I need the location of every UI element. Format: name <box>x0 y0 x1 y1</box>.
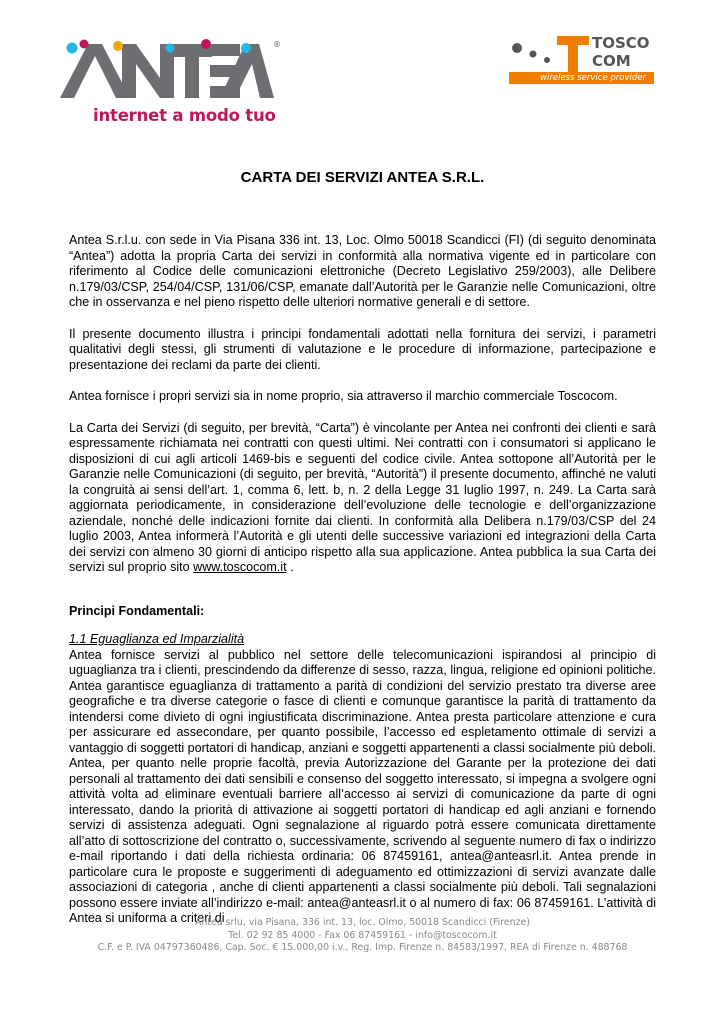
intro-paragraph: Antea S.r.l.u. con sede in Via Pisana 336 int. 13, Loc. Olmo 50018 Scandicci (FI) (di seguito denominata “Antea”) adotta la propria Carta dei servizi in conformità alla normativa vigente ed in particolare con riferimento al Codice delle comunicazioni elettroniche (Decreto Legislativo 259/2003), alle Delibere n.179/03/CSP, 254/04/CSP, 131/06/CSP, emanate dall’Autorità per le Garanzie nelle Comunicazioni, oltre che in osservanza e nel pieno rispetto delle ulteriori normative generali e di settore. <box>69 233 656 309</box>
antea-wordmark-graphic <box>60 38 275 100</box>
antea-tagline: internet a modo tuo <box>93 106 276 125</box>
antea-logo <box>60 38 290 128</box>
toscocom-logo <box>509 32 655 86</box>
purpose-paragraph: Il presente documento illustra i principi fondamentali adottati nella fornitura dei servizi, i parametri qualitativi degli stessi, gli strumenti di valutazione e le procedure di informazione, partecipazione e presentazione dei reclami da parte dei clienti. <box>69 326 656 372</box>
charter-paragraph <box>69 421 656 576</box>
footer-contacts: Tel. 02 92 85 4000 - Fax 06 87459161 - info@toscocom.it <box>228 929 497 941</box>
footer-address: Antea srlu, via Pisana, 336 int. 13, loc. Olmo, 50018 Scandicci (Firenze) <box>195 917 530 928</box>
footer-legal: C.F. e P. IVA 04797360486, Cap. Soc. € 15.000,00 i.v., Reg. Imp. Firenze n. 84583/1997, REA di Firenze n. 488768 <box>97 942 628 953</box>
toscocom-name-line1: TOSCO <box>592 34 650 52</box>
toscocom-tagline: wireless service provider <box>509 72 654 84</box>
section-body: Antea fornisce servizi al pubblico nel settore delle telecomunicazioni ispirandosi al principio di uguaglianza tra i clienti, prescindendo da differenze di sesso, razza, lingua, religione ed opinioni politiche. Antea garantisce eguaglianza di trattamento a parità di condizioni del servizio prestato tra diverse aree geografiche e tra diverse categorie o fasce di clienti e comunque garantisce la parità di trattamento da intendersi come divieto di ogni ingiustificata discriminazione. Antea presta particolare attenzione e cura per assicurare ed assecondare, per quanto possibile, l’accesso ed espletamento ottimale di servizi a vantaggio di soggetti portatori di handicap, anziani e soggetti appartenenti a classi socialmente più deboli. Antea, per quanto nelle proprie facoltà, previa Autorizzazione del Garante per la protezione dei dati personali al trattamento dei dati sensibili e consenso del soggetto interessato, si impegna a svolgere ogni attività volta ad eliminare eventuali barriere all’accesso ai servizi di comunicazione da parte di ogni interessato, dando la priorità di attivazione ai soggetti portatori di handicap ed agli anziani e fornendo servizi di assistenza adeguati. Ogni segnalazione al riguardo potrà essere comunicata direttamente all’atto di sottoscrizione del contratto o, successivamente, scrivendo al seguente numero di fax o indirizzo e-mail riportando i dati della richiesta ordinaria: 06 87459161, antea@anteasrl.it. Antea prende in particolare cura le proposte e suggerimenti di adeguamento ed ottimizzazioni di servizi avanzate dalle associazioni di categoria , anche di clienti appartenenti a classi socialmente più deboli. Tali segnalazioni possono essere inviate all’indirizzo e-mail: antea@anteasrl.it o al numero di fax: 06 87459161. L’attività di Antea si uniforma a criteri di <box>69 647 656 925</box>
toscocom-dots-graphic <box>509 32 599 72</box>
charter-text: La Carta dei Servizi (di seguito, per brevità, “Carta”) è vincolante per Antea nei confronti dei clienti e sarà espressamente richiamata nei contratti con questi ultimi. Nei contratti con i consumatori si applicano le disposizioni di cui agli articoli 1469-bis e seguenti del codice civile. Antea sottopone all’Autorità per le Garanzie nelle Comunicazioni (di seguito, per brevità, “Autorità”) il presente documento, affinché ne valuti la congruità ai sensi dell’art. 1, comma 6, lett. b, n. 2 della Legge 31 luglio 1997, n. 249. La Carta sarà aggiornata periodicamente, in considerazione dell’evoluzione delle tecnologie e dell’organizzazione aziendale, nonché delle indicazioni fornite dai clienti. In conformità alla Delibera n.179/03/CSP del 24 luglio 2003, Antea informerà l’Autorità e gli utenti delle successive variazioni ed integrazioni della Carta dei servizi con almeno 30 giorni di anticipo rispetto alla sua applicazione. Antea pubblica la sua Carta dei servizi sul proprio sito <box>69 420 656 574</box>
document-title: CARTA DEI SERVIZI ANTEA S.R.L. <box>240 169 485 186</box>
registered-mark: ® <box>273 40 281 49</box>
charter-end: . <box>286 560 294 574</box>
document-body <box>69 233 656 927</box>
page-footer <box>0 917 725 955</box>
toscocom-name <box>592 34 650 70</box>
brand-paragraph: Antea fornisce i propri servizi sia in nome proprio, sia attraverso il marchio commerciale Toscocom. <box>69 389 618 403</box>
section-heading: Principi Fondamentali: <box>69 603 205 618</box>
toscocom-name-line2: COM <box>592 52 631 70</box>
website-link[interactable]: www.toscocom.it <box>193 560 287 574</box>
subsection-heading: 1.1 Eguaglianza ed Imparzialità <box>69 632 245 646</box>
